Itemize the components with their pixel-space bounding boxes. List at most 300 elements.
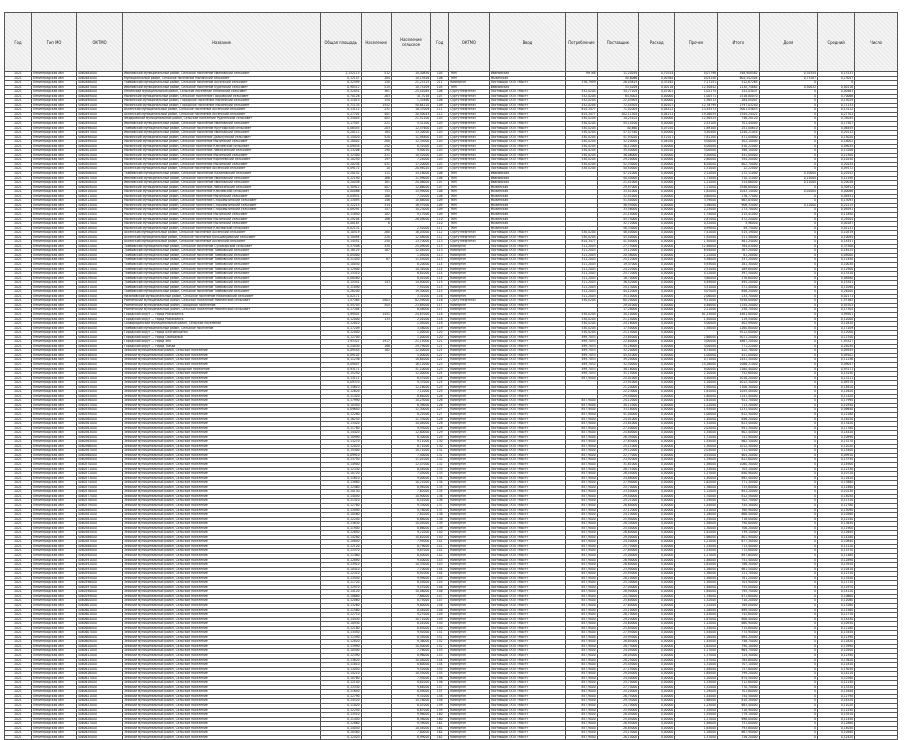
table-cell[interactable]: 661,50000 bbox=[717, 567, 759, 572]
table-cell[interactable]: Коммунэн bbox=[449, 635, 489, 640]
table-cell[interactable]: 0,00000 bbox=[639, 499, 675, 504]
table-cell[interactable]: 144 bbox=[431, 567, 449, 572]
table-cell[interactable]: 26,09000 bbox=[391, 217, 430, 222]
table-cell[interactable]: Поставщик ООО «Мост» bbox=[489, 94, 565, 99]
table-cell[interactable]: 2021 bbox=[5, 290, 32, 295]
table-cell[interactable]: 2021 bbox=[5, 99, 32, 104]
table-cell[interactable]: 0 bbox=[759, 599, 817, 604]
table-cell[interactable]: 0,10720 bbox=[818, 472, 855, 477]
table-cell[interactable]: 0,12330 bbox=[321, 467, 361, 472]
table-cell[interactable]: 0,71133 bbox=[818, 103, 855, 108]
table-cell[interactable]: 197 bbox=[361, 158, 391, 163]
table-cell[interactable]: 4060500000 bbox=[76, 144, 122, 149]
table-cell[interactable]: Поставщик ООО «Мост» bbox=[489, 622, 565, 627]
table-cell[interactable]: 272,11000 bbox=[717, 172, 759, 177]
table-cell[interactable]: 2021 bbox=[5, 508, 32, 513]
table-cell[interactable]: Коммунэн bbox=[449, 426, 489, 431]
table-cell[interactable]: 15,12000 bbox=[597, 249, 639, 254]
table-cell[interactable]: 12,16000 bbox=[391, 385, 430, 390]
table-cell[interactable]: 8,88000 bbox=[391, 517, 430, 522]
table-cell[interactable]: 0,14050 bbox=[321, 494, 361, 499]
table-cell[interactable]: Коммунэн bbox=[449, 572, 489, 577]
table-cell[interactable]: ТКМ bbox=[449, 85, 489, 90]
table-cell[interactable]: 27,12000 bbox=[597, 508, 639, 513]
table-cell[interactable]: 857,9000 bbox=[566, 503, 597, 508]
table-cell[interactable]: Зейский муниципальный район, Городское поселение bbox=[123, 367, 321, 372]
table-cell[interactable]: 0,00000 bbox=[639, 726, 675, 731]
table-cell[interactable]: Поставщик ООО «Мост» bbox=[489, 281, 565, 286]
table-cell[interactable]: 0,11090 bbox=[321, 285, 361, 290]
table-cell[interactable]: 0,13050 bbox=[818, 667, 855, 672]
table-cell[interactable]: 4060557000 bbox=[76, 403, 122, 408]
table-cell[interactable]: 0,15000 bbox=[759, 176, 817, 181]
table-cell[interactable]: 29,35000 bbox=[597, 699, 639, 704]
table-cell[interactable]: 857,9000 bbox=[566, 722, 597, 727]
table-cell[interactable]: 1,18000 bbox=[675, 731, 718, 736]
table-cell[interactable]: Поставщик ООО «Мост» bbox=[489, 235, 565, 240]
table-cell[interactable]: 799,20000 bbox=[717, 672, 759, 677]
table-cell[interactable]: 2021 bbox=[5, 272, 32, 277]
table-cell[interactable]: 36,06000 bbox=[597, 153, 639, 158]
table-cell[interactable]: Ленинградская обл bbox=[31, 176, 76, 181]
table-cell[interactable]: 857,9000 bbox=[566, 672, 597, 677]
table-cell[interactable]: 0,13093 bbox=[818, 199, 855, 204]
table-cell[interactable]: 2021 bbox=[5, 276, 32, 281]
table-cell[interactable]: Ленинградская обл bbox=[31, 540, 76, 545]
table-cell[interactable]: 857,9000 bbox=[566, 567, 597, 572]
table-cell[interactable]: 9,52000 bbox=[391, 667, 430, 672]
table-cell[interactable]: 0,17990 bbox=[321, 399, 361, 404]
table-cell[interactable]: Поставщик ООО «Мост» bbox=[489, 658, 565, 663]
table-cell[interactable]: 0,12710 bbox=[321, 613, 361, 618]
table-cell[interactable]: 29,20000 bbox=[597, 617, 639, 622]
table-cell[interactable]: 8,49000 bbox=[391, 690, 430, 695]
column-header[interactable]: Население сельское bbox=[391, 13, 430, 72]
table-cell[interactable]: Тамбовский муниципальный район, Сельское поселение Тамбовский сельсовет bbox=[123, 272, 321, 277]
table-cell[interactable]: Мызинская bbox=[489, 190, 565, 195]
table-cell[interactable]: 12,30000 bbox=[391, 408, 430, 413]
table-cell[interactable]: Поставщик ООО «Мост» bbox=[489, 276, 565, 281]
table-cell[interactable]: Зейский муниципальный район, Сельское поселение bbox=[123, 690, 321, 695]
table-cell[interactable]: 1,37000 bbox=[675, 735, 718, 740]
table-cell[interactable]: Коммунэн bbox=[449, 403, 489, 408]
table-cell[interactable]: Ленинградская обл bbox=[31, 240, 76, 245]
table-cell[interactable]: Ленинградская обл bbox=[31, 108, 76, 113]
table-cell[interactable]: 0,32599 bbox=[321, 81, 361, 86]
table-cell[interactable]: 32,20000 bbox=[597, 349, 639, 354]
table-cell[interactable]: Ленинградская обл bbox=[31, 381, 76, 386]
table-cell[interactable]: 2021 bbox=[5, 212, 32, 217]
table-cell[interactable]: Зейский муниципальный район, Сельское поселение bbox=[123, 403, 321, 408]
table-cell[interactable]: 0,35045 bbox=[321, 117, 361, 122]
table-cell[interactable]: 0,00000 bbox=[639, 158, 675, 163]
table-cell[interactable]: 5071,20000 bbox=[717, 335, 759, 340]
table-cell[interactable]: 1544,24422 bbox=[717, 112, 759, 117]
table-cell[interactable]: 0 bbox=[759, 590, 817, 595]
table-cell[interactable]: 520 bbox=[361, 135, 391, 140]
table-cell[interactable]: 0,10000 bbox=[759, 172, 817, 177]
table-cell[interactable]: 10,23000 bbox=[391, 208, 430, 213]
table-cell[interactable]: 25,05000 bbox=[597, 717, 639, 722]
table-cell[interactable]: 0,10680 bbox=[321, 594, 361, 599]
table-cell[interactable]: 17,20000 bbox=[391, 162, 430, 167]
table-cell[interactable]: 0,10500 bbox=[321, 649, 361, 654]
table-cell[interactable]: Мызинская bbox=[489, 185, 565, 190]
table-cell[interactable]: Коммунэн bbox=[449, 390, 489, 395]
table-cell[interactable]: 814,3477 bbox=[566, 112, 597, 117]
table-cell[interactable]: Коммунэн bbox=[449, 508, 489, 513]
table-cell[interactable]: 0,09910 bbox=[818, 453, 855, 458]
table-cell[interactable]: 9,11000 bbox=[391, 440, 430, 445]
table-cell[interactable]: 0,00000 bbox=[639, 258, 675, 263]
table-cell[interactable]: 1,64000 bbox=[675, 590, 718, 595]
table-cell[interactable]: 2021 bbox=[5, 494, 32, 499]
table-cell[interactable]: 0 bbox=[759, 558, 817, 563]
table-cell[interactable]: 5,96000 bbox=[717, 222, 759, 227]
table-cell[interactable]: 0,10340 bbox=[818, 403, 855, 408]
table-cell[interactable]: Поставщик ООО «Мост» bbox=[489, 594, 565, 599]
table-cell[interactable]: ТКМ bbox=[449, 181, 489, 186]
table-cell[interactable]: 4060611000 bbox=[76, 649, 122, 654]
table-cell[interactable]: 0,00000 bbox=[639, 167, 675, 172]
table-cell[interactable]: 10,04000 bbox=[391, 422, 430, 427]
table-cell[interactable]: 311,2003 bbox=[566, 290, 597, 295]
table-cell[interactable]: 2021 bbox=[5, 544, 32, 549]
table-cell[interactable]: 4060507000 bbox=[76, 176, 122, 181]
table-cell[interactable]: 0,07010 bbox=[639, 126, 675, 131]
table-cell[interactable]: 103 bbox=[431, 122, 449, 127]
table-cell[interactable]: 0,02131 bbox=[818, 226, 855, 231]
table-cell[interactable]: 0,00000 bbox=[639, 376, 675, 381]
table-cell[interactable]: 0,00000 bbox=[639, 117, 675, 122]
table-cell[interactable]: 2021 bbox=[5, 672, 32, 677]
table-cell[interactable]: 130 bbox=[431, 440, 449, 445]
table-cell[interactable]: 27,75000 bbox=[597, 244, 639, 249]
table-cell[interactable]: 4060512000 bbox=[76, 199, 122, 204]
table-cell[interactable]: 4060553000 bbox=[76, 385, 122, 390]
table-cell[interactable]: 117 bbox=[431, 303, 449, 308]
table-cell[interactable]: 0,00000 bbox=[639, 349, 675, 354]
table-cell[interactable]: Коммунэн bbox=[449, 262, 489, 267]
table-cell[interactable]: 0,10760 bbox=[818, 676, 855, 681]
table-cell[interactable]: 111 bbox=[431, 226, 449, 231]
table-cell[interactable]: Мызинский муниципальный район, Сельское поселение Старомызинский сельсовет bbox=[123, 208, 321, 213]
table-cell[interactable]: 0 bbox=[759, 708, 817, 713]
table-cell[interactable]: 15,99000 bbox=[391, 190, 430, 195]
table-cell[interactable]: 530,0204 bbox=[566, 312, 597, 317]
table-cell[interactable]: 113 bbox=[431, 244, 449, 249]
table-cell[interactable]: 25,09000 bbox=[391, 244, 430, 249]
table-cell[interactable]: Зейский муниципальный район, Сельское поселение bbox=[123, 372, 321, 377]
table-cell[interactable]: 0,12880 bbox=[818, 722, 855, 727]
table-cell[interactable]: 46,40000 bbox=[597, 231, 639, 236]
table-cell[interactable]: 9,84000 bbox=[391, 685, 430, 690]
table-cell[interactable]: 29,01000 bbox=[597, 303, 639, 308]
table-cell[interactable]: 0,12710 bbox=[818, 613, 855, 618]
table-cell[interactable]: 25,85000 bbox=[597, 626, 639, 631]
table-cell[interactable]: Ивановская bbox=[489, 85, 565, 90]
table-cell[interactable]: Ленинградская обл bbox=[31, 704, 76, 709]
table-cell[interactable]: Поставщик ООО «Мост» bbox=[489, 735, 565, 740]
table-cell[interactable]: 8,91000 bbox=[391, 572, 430, 577]
table-cell[interactable]: 0,00000 bbox=[639, 631, 675, 636]
table-cell[interactable]: Зейский муниципальный район, Сельское поселение bbox=[123, 617, 321, 622]
table-cell[interactable]: 32,41000 bbox=[597, 194, 639, 199]
table-cell[interactable]: 105 bbox=[431, 85, 449, 90]
table-cell[interactable]: 25,90000 bbox=[597, 708, 639, 713]
table-cell[interactable]: 0,13620 bbox=[818, 658, 855, 663]
table-cell[interactable]: 0 bbox=[759, 594, 817, 599]
table-cell[interactable]: 72,44305 bbox=[597, 103, 639, 108]
table-cell[interactable]: 2021 bbox=[5, 531, 32, 536]
table-cell[interactable]: Поставщик ООО «Мост» bbox=[489, 717, 565, 722]
table-cell[interactable]: 0,00000 bbox=[639, 153, 675, 158]
table-cell[interactable]: 0,10094 bbox=[818, 235, 855, 240]
table-cell[interactable]: 4060545000 bbox=[76, 349, 122, 354]
table-cell[interactable]: 10,75209 bbox=[391, 85, 430, 90]
table-cell[interactable]: 152 bbox=[431, 640, 449, 645]
table-cell[interactable]: 2021 bbox=[5, 654, 32, 659]
table-cell[interactable]: 4060605000 bbox=[76, 622, 122, 627]
table-cell[interactable]: 0,00000 bbox=[639, 131, 675, 136]
table-cell[interactable]: 2021 bbox=[5, 540, 32, 545]
table-cell[interactable]: 0,15020 bbox=[321, 135, 361, 140]
table-cell[interactable]: 651,20000 bbox=[717, 490, 759, 495]
column-header[interactable]: Поставщик bbox=[597, 13, 639, 72]
table-cell[interactable]: Зейский муниципальный район, Сельское поселение bbox=[123, 549, 321, 554]
table-cell[interactable]: 0 bbox=[759, 735, 817, 740]
table-cell[interactable]: Зейский муниципальный район, Сельское поселение bbox=[123, 408, 321, 413]
table-cell[interactable]: 0,13750 bbox=[321, 458, 361, 463]
table-cell[interactable]: 1,70000 bbox=[675, 494, 718, 499]
table-cell[interactable]: 4060528000 bbox=[76, 272, 122, 277]
table-cell[interactable]: 1451 bbox=[361, 312, 391, 317]
table-cell[interactable]: 105 bbox=[431, 167, 449, 172]
table-cell[interactable]: 0,00000 bbox=[639, 708, 675, 713]
table-cell[interactable]: 32,20000 bbox=[597, 140, 639, 145]
table-cell[interactable]: 4060521000 bbox=[76, 240, 122, 245]
table-cell[interactable]: Ленинградская обл bbox=[31, 467, 76, 472]
table-cell[interactable]: 8,79000 bbox=[391, 544, 430, 549]
table-cell[interactable]: 4060570000 bbox=[76, 463, 122, 468]
table-cell[interactable]: 0,00000 bbox=[639, 494, 675, 499]
table-cell[interactable]: 8,40000 bbox=[391, 553, 430, 558]
table-cell[interactable]: 2021 bbox=[5, 217, 32, 222]
table-cell[interactable]: 4060556000 bbox=[76, 399, 122, 404]
table-cell[interactable]: Ленинградская обл bbox=[31, 708, 76, 713]
table-cell[interactable]: 1,12000 bbox=[675, 490, 718, 495]
table-cell[interactable]: 4060581000 bbox=[76, 513, 122, 518]
table-cell[interactable]: Поставщик ООО «Мост» bbox=[489, 317, 565, 322]
table-cell[interactable]: Мызинский муниципальный район, Сельское поселение Ключевский сельсовет bbox=[123, 144, 321, 149]
table-cell[interactable]: Городской округ — город Райчихинск bbox=[123, 317, 321, 322]
table-cell[interactable]: 4060598000 bbox=[76, 590, 122, 595]
table-cell[interactable]: 1260,80000 bbox=[717, 326, 759, 331]
table-cell[interactable]: 1,62000 bbox=[675, 481, 718, 486]
table-cell[interactable]: 1,00000 bbox=[675, 353, 718, 358]
table-cell[interactable]: Поставщик ООО «Мост» bbox=[489, 708, 565, 713]
table-cell[interactable]: Коммунэн bbox=[449, 394, 489, 399]
table-cell[interactable]: 7,62000 bbox=[391, 490, 430, 495]
table-cell[interactable]: Зейский муниципальный район, Сельское поселение bbox=[123, 472, 321, 477]
table-cell[interactable]: 530,0204 bbox=[566, 331, 597, 336]
table-cell[interactable]: 0,00000 bbox=[639, 731, 675, 736]
table-cell[interactable]: 0,13540 bbox=[818, 576, 855, 581]
table-cell[interactable]: Поставщик ООО «Мост» bbox=[489, 408, 565, 413]
table-cell[interactable]: Коммунэн bbox=[449, 581, 489, 586]
table-cell[interactable]: 5,00000 bbox=[675, 140, 718, 145]
table-cell[interactable]: 1012,30000 bbox=[717, 444, 759, 449]
table-cell[interactable]: Коммунэн bbox=[449, 372, 489, 377]
table-cell[interactable]: 8,01000 bbox=[391, 276, 430, 281]
table-cell[interactable]: 0 bbox=[759, 672, 817, 677]
table-cell[interactable]: 0,13330 bbox=[818, 685, 855, 690]
table-cell[interactable]: Коммунэн bbox=[449, 540, 489, 545]
table-cell[interactable]: 530,0204 bbox=[566, 126, 597, 131]
table-cell[interactable]: 857,9000 bbox=[566, 590, 597, 595]
table-cell[interactable]: 0,11720 bbox=[321, 581, 361, 586]
table-cell[interactable]: 2021 bbox=[5, 603, 32, 608]
column-header[interactable]: Прочее bbox=[675, 13, 718, 72]
table-cell[interactable]: Мызинский муниципальный район, Городское поселение Мызинский сельсовет bbox=[123, 99, 321, 104]
table-cell[interactable]: 0,00364 bbox=[639, 76, 675, 81]
table-cell[interactable]: Коммунэн bbox=[449, 503, 489, 508]
table-cell[interactable]: Ленинградская обл bbox=[31, 613, 76, 618]
table-cell[interactable]: 694,20000 bbox=[717, 635, 759, 640]
table-cell[interactable]: Ленинградская обл bbox=[31, 440, 76, 445]
table-cell[interactable]: 4060493000 bbox=[76, 112, 122, 117]
table-cell[interactable]: 4060505000 bbox=[76, 167, 122, 172]
table-cell[interactable]: 0,11640 bbox=[818, 690, 855, 695]
table-cell[interactable]: 1,19000 bbox=[675, 594, 718, 599]
table-cell[interactable]: 0,13310 bbox=[818, 272, 855, 277]
table-cell[interactable]: 2021 bbox=[5, 644, 32, 649]
table-cell[interactable]: 4060604000 bbox=[76, 617, 122, 622]
table-cell[interactable]: 0,18002 bbox=[321, 140, 361, 145]
table-cell[interactable]: 142 bbox=[431, 549, 449, 554]
table-cell[interactable]: 53,4209 bbox=[597, 85, 639, 90]
table-cell[interactable]: 110 bbox=[431, 222, 449, 227]
table-cell[interactable]: 0,00000 bbox=[639, 144, 675, 149]
table-cell[interactable]: 27,40000 bbox=[597, 426, 639, 431]
table-cell[interactable]: 7,32000 bbox=[391, 194, 430, 199]
table-cell[interactable]: 0 bbox=[759, 617, 817, 622]
table-cell[interactable]: Ленинградская обл bbox=[31, 663, 76, 668]
table-cell[interactable]: 6,48000 bbox=[391, 308, 430, 313]
table-cell[interactable]: 461,24000 bbox=[717, 240, 759, 245]
table-cell[interactable]: 0,12280 bbox=[818, 413, 855, 418]
table-cell[interactable]: 755,00000 bbox=[717, 585, 759, 590]
table-cell[interactable]: 0,12300 bbox=[321, 153, 361, 158]
table-cell[interactable]: Ленинградская обл bbox=[31, 331, 76, 336]
table-cell[interactable]: 4060615000 bbox=[76, 667, 122, 672]
table-cell[interactable]: 106 bbox=[431, 90, 449, 95]
table-cell[interactable]: 0,13990 bbox=[321, 644, 361, 649]
table-cell[interactable]: 0,00000 bbox=[639, 626, 675, 631]
table-cell[interactable]: 511,58000 bbox=[717, 235, 759, 240]
table-cell[interactable]: 8,44000 bbox=[391, 467, 430, 472]
table-cell[interactable]: 142 bbox=[431, 553, 449, 558]
table-cell[interactable]: 4060532000 bbox=[76, 290, 122, 295]
table-cell[interactable]: 143 bbox=[431, 563, 449, 568]
table-cell[interactable]: 2,12000 bbox=[675, 172, 718, 177]
table-cell[interactable]: 4060536000 bbox=[76, 308, 122, 313]
table-cell[interactable]: 71,02005 bbox=[597, 108, 639, 113]
table-cell[interactable]: Ивановская bbox=[489, 172, 565, 177]
table-cell[interactable]: 149 bbox=[431, 613, 449, 618]
column-header[interactable]: Доля bbox=[759, 13, 817, 72]
table-cell[interactable]: 0,32000 bbox=[675, 222, 718, 227]
table-cell[interactable]: 857,9000 bbox=[566, 444, 597, 449]
table-cell[interactable]: 4060562000 bbox=[76, 426, 122, 431]
table-cell[interactable]: Сургутнефтегаз bbox=[449, 153, 489, 158]
table-cell[interactable]: 0,09172 bbox=[818, 167, 855, 172]
table-cell[interactable]: 0,00000 bbox=[639, 181, 675, 186]
table-cell[interactable]: 1,93327 bbox=[321, 340, 361, 345]
table-cell[interactable]: 0 bbox=[759, 508, 817, 513]
table-cell[interactable]: 24,22000 bbox=[597, 267, 639, 272]
table-cell[interactable]: 857,9000 bbox=[566, 476, 597, 481]
table-cell[interactable]: Ленинградская обл bbox=[31, 194, 76, 199]
table-cell[interactable]: 0 bbox=[759, 635, 817, 640]
table-cell[interactable]: 0,00000 bbox=[639, 217, 675, 222]
table-cell[interactable]: 0 bbox=[759, 631, 817, 636]
table-cell[interactable]: 0,10760 bbox=[321, 676, 361, 681]
table-cell[interactable]: Коммунэн bbox=[449, 485, 489, 490]
table-cell[interactable]: 0,00000 bbox=[639, 240, 675, 245]
table-cell[interactable]: 1,27000 bbox=[675, 472, 718, 477]
table-cell[interactable]: Коммунэн bbox=[449, 694, 489, 699]
table-cell[interactable]: 0 bbox=[759, 699, 817, 704]
table-cell[interactable]: 441,00000 bbox=[717, 153, 759, 158]
table-cell[interactable]: Поставщик ООО «Мост» bbox=[489, 640, 565, 645]
table-cell[interactable]: 4060554000 bbox=[76, 390, 122, 395]
table-cell[interactable]: 8,20000 bbox=[391, 262, 430, 267]
table-cell[interactable]: 2021 bbox=[5, 422, 32, 427]
table-cell[interactable]: 109 bbox=[431, 208, 449, 213]
table-cell[interactable]: Зейский муниципальный район, Сельское поселение bbox=[123, 731, 321, 736]
table-cell[interactable]: 1106,30000 bbox=[717, 385, 759, 390]
table-cell[interactable]: Ленинградская обл bbox=[31, 162, 76, 167]
table-cell[interactable]: 0,17990 bbox=[818, 399, 855, 404]
table-cell[interactable]: 0 bbox=[759, 81, 817, 86]
table-cell[interactable]: 772,80000 bbox=[717, 549, 759, 554]
table-cell[interactable]: 1230,74682 bbox=[717, 85, 759, 90]
table-cell[interactable]: 4060586000 bbox=[76, 535, 122, 540]
table-cell[interactable]: 18,37009 bbox=[391, 108, 430, 113]
table-cell[interactable]: 1,89100 bbox=[675, 126, 718, 131]
table-cell[interactable]: Федоровский муниципальный район, Сельское поселение Рудненский сельсовет bbox=[123, 117, 321, 122]
table-cell[interactable]: 0,14610 bbox=[321, 385, 361, 390]
table-cell[interactable]: 2021 bbox=[5, 185, 32, 190]
table-cell[interactable]: 280 bbox=[361, 231, 391, 236]
table-cell[interactable]: 4060578000 bbox=[76, 499, 122, 504]
table-cell[interactable]: Поставщик ООО «Мост» bbox=[489, 312, 565, 317]
table-cell[interactable]: 4060629000 bbox=[76, 731, 122, 736]
table-cell[interactable]: Коммунэн bbox=[449, 526, 489, 531]
table-cell[interactable]: 0 bbox=[759, 540, 817, 545]
table-cell[interactable]: 118 bbox=[431, 317, 449, 322]
table-cell[interactable]: 862,10000 bbox=[717, 440, 759, 445]
table-cell[interactable]: 36,52000 bbox=[597, 281, 639, 286]
table-cell[interactable]: 30,11000 bbox=[597, 403, 639, 408]
table-cell[interactable]: 499,7053 bbox=[566, 372, 597, 377]
table-cell[interactable]: 4060610000 bbox=[76, 644, 122, 649]
table-cell[interactable]: 410,22000 bbox=[717, 144, 759, 149]
table-cell[interactable]: 113 bbox=[431, 240, 449, 245]
table-cell[interactable]: 0,00187 bbox=[321, 222, 361, 227]
table-cell[interactable]: 0,11720 bbox=[818, 581, 855, 586]
